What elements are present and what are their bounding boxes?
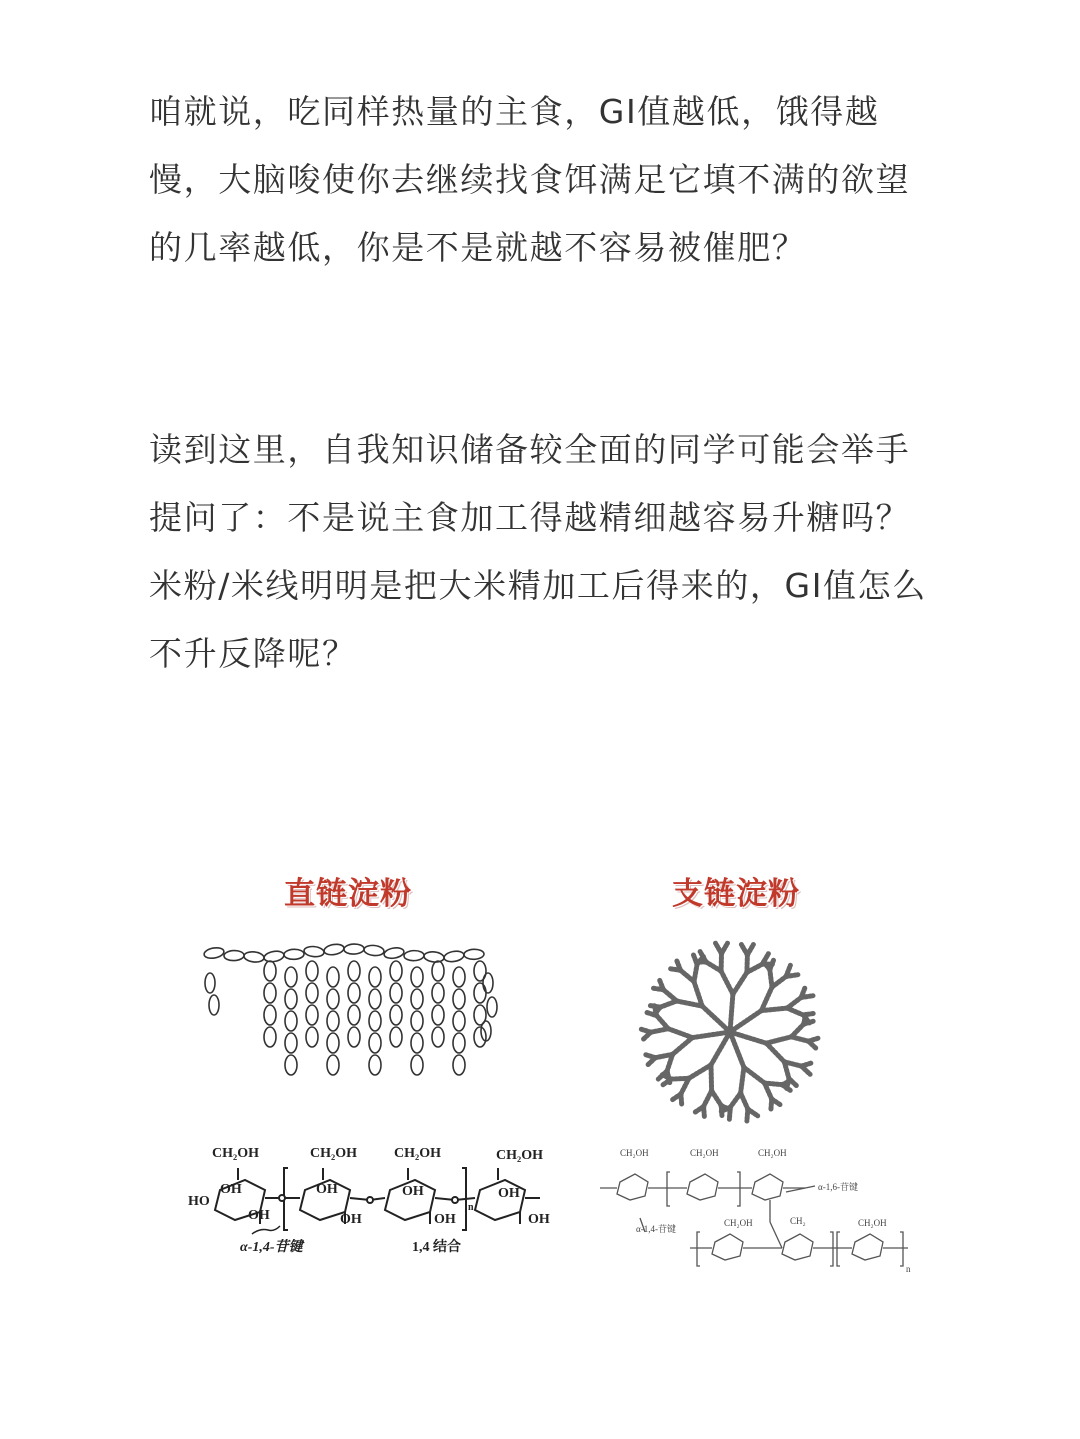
amylopectin-branch-bond-label: α-1,6-苷键 (818, 1182, 858, 1192)
amylose-bead (424, 951, 445, 963)
amylose-bead (327, 989, 339, 1009)
amylose-bead (390, 1027, 402, 1047)
amylose-title: 直链淀粉 (284, 876, 412, 912)
amylopectin-branch (730, 1093, 740, 1107)
amylopectin-formula-rings (590, 1152, 930, 1282)
amylose-bead (369, 989, 381, 1009)
paragraph-1: 咱就说，吃同样热量的主食，GI值越低，饿得越慢，大脑唆使你去继续找食饵满足它填不满的欲望的几率越低，你是不是就越不容易被催肥？ (149, 92, 911, 267)
amylopectin-branch (733, 972, 747, 994)
amylopectin-branch (692, 1032, 730, 1038)
amylopectin-branch (668, 1029, 692, 1038)
amylose-bead (404, 950, 424, 961)
amylopectin-branch (689, 1065, 711, 1078)
amylopectin-branch (730, 1011, 761, 1032)
amylopectin-branch (673, 1038, 693, 1055)
amylose-bead (411, 1011, 423, 1031)
amylose-oh-lower-2: OH (340, 1212, 362, 1227)
amylose-oh-lower-1: OH (248, 1208, 270, 1223)
amylopectin-branch (721, 971, 733, 994)
amylopectin-ch2oh-1: CH₂OH (620, 1148, 649, 1158)
amylose-ho: HO (188, 1194, 210, 1209)
amylose-bead (327, 1011, 339, 1031)
amylose-bead (464, 949, 484, 960)
amylose-bead (327, 967, 339, 987)
amylose-bead (443, 950, 464, 963)
amylopectin-title: 支链淀粉 (672, 876, 800, 912)
amylose-oh-ring-1: OH (220, 1182, 242, 1197)
amylose-bead (306, 961, 318, 981)
amylopectin-branch (657, 1016, 669, 1029)
amylose-bead (348, 1027, 360, 1047)
amylose-bead (369, 1011, 381, 1031)
amylose-ch2oh-1: CH₂OH (212, 1146, 259, 1161)
amylose-bead (244, 951, 265, 963)
amylopectin-branch (782, 1085, 792, 1092)
amylopectin-branch (649, 1005, 661, 1007)
amylose-bead (383, 946, 404, 959)
amylose-ch2oh-2: CH₂OH (310, 1146, 357, 1161)
amylopectin-branch (711, 1065, 712, 1091)
amylose-bead (487, 997, 497, 1017)
amylopectin-branch (730, 994, 733, 1032)
amylose-bead (285, 989, 297, 1009)
amylopectin-branch (704, 1091, 712, 1107)
amylose-oh-lower-3: OH (434, 1212, 456, 1227)
amylose-bead (411, 989, 423, 1009)
amylose-bead (285, 1033, 297, 1053)
amylopectin-branch (711, 1032, 730, 1065)
amylopectin-branch (761, 987, 772, 1011)
amylopectin-branch (761, 1008, 787, 1011)
amylose-bead (411, 1033, 423, 1053)
amylopectin-branch (772, 977, 786, 988)
amylose-bead (453, 967, 465, 987)
amylose-bead (411, 1055, 423, 1075)
amylose-bead (453, 1033, 465, 1053)
amylose-bead (304, 946, 325, 958)
amylopectin-ch2oh-5: CH₂OH (858, 1218, 887, 1228)
amylopectin-branch (791, 1037, 808, 1041)
amylopectin-ch2oh-4: CH₂OH (724, 1218, 753, 1228)
amylose-bead (203, 946, 224, 959)
amylopectin-branch (671, 1078, 689, 1079)
amylose-bead (224, 950, 244, 961)
amylopectin-branch (771, 1099, 772, 1111)
amylopectin-branch (801, 1066, 810, 1074)
amylopectin-branch (766, 1043, 784, 1062)
amylose-bead (453, 1011, 465, 1031)
amylose-bead (323, 943, 344, 956)
amylose-bead (369, 1055, 381, 1075)
amylose-bead (432, 961, 444, 981)
amylose-bead (264, 1027, 276, 1047)
amylopectin-ch2oh-3: CH₂OH (758, 1148, 787, 1158)
amylose-bead (306, 983, 318, 1003)
amylose-bead (348, 983, 360, 1003)
amylose-subscript-n: n (468, 1202, 474, 1213)
amylose-helix-illustration (200, 935, 500, 1075)
amylose-bead (306, 1005, 318, 1025)
amylopectin-chain-bond-label: α-1,4-苷键 (636, 1224, 676, 1234)
amylopectin-ch2oh-2: CH₂OH (690, 1148, 719, 1158)
amylose-bead (369, 1033, 381, 1053)
amylose-bead (453, 1055, 465, 1075)
amylose-bead (390, 1005, 402, 1025)
amylose-bond-label: α-1,4-苷键 (240, 1240, 303, 1255)
amylopectin-branch (741, 1067, 744, 1093)
amylose-bead (483, 973, 493, 993)
amylose-link-label: 1,4 结合 (412, 1240, 461, 1255)
amylopectin-branch (747, 945, 753, 955)
amylose-bead (209, 995, 219, 1015)
amylose-oh-lower-4: OH (528, 1212, 550, 1227)
amylose-bead (453, 989, 465, 1009)
amylose-bead (284, 949, 304, 960)
amylose-oh-ring-2: OH (316, 1182, 338, 1197)
amylose-bead (474, 983, 486, 1003)
starch-structure-figure (180, 860, 940, 1290)
amylopectin-branch (786, 975, 798, 977)
amylose-bead (390, 983, 402, 1003)
amylopectin-branch (770, 959, 774, 970)
amylopectin-branch (801, 996, 813, 998)
amylose-bead (432, 983, 444, 1003)
amylose-bead (327, 1055, 339, 1075)
amylopectin-branch (722, 943, 728, 953)
amylopectin-branch (766, 1037, 791, 1043)
amylose-bead (364, 944, 385, 956)
amylopectin-branch (640, 1029, 651, 1033)
amylose-bead (264, 961, 276, 981)
amylose-bead (264, 1005, 276, 1025)
amylopectin-subscript-n: n (906, 1264, 911, 1274)
amylose-bead (327, 1033, 339, 1053)
amylose-bead (344, 944, 364, 955)
amylose-bead (285, 1011, 297, 1031)
amylose-ch2oh-4: CH₂OH (496, 1148, 543, 1163)
amylose-bead (264, 983, 276, 1003)
amylose-bead (411, 967, 423, 987)
amylose-bead (306, 1027, 318, 1047)
amylose-oh-ring-3: OH (402, 1184, 424, 1199)
amylose-bead (285, 1055, 297, 1075)
amylopectin-branch (663, 990, 676, 1001)
amylose-bead (285, 967, 297, 987)
paragraph-2: 读到这里，自我知识储备较全面的同学可能会举手提问了：不是说主食加工得越精细越容易升糖吗？米粉/米线明明是把大米精加工后得来的，GI值怎么不升反降呢？ (149, 430, 927, 673)
amylopectin-branch-illustration (620, 922, 840, 1132)
amylopectin-branch (721, 1106, 722, 1118)
amylopectin-branch (808, 1041, 817, 1049)
amylopectin-ch2: CH₂ (790, 1216, 806, 1226)
amylose-bead (474, 1027, 486, 1047)
amylose-bead (390, 961, 402, 981)
amylopectin-branch (694, 964, 697, 981)
amylose-bead (432, 1005, 444, 1025)
amylose-bead (369, 967, 381, 987)
amylose-bead (205, 973, 215, 993)
amylose-oh-ring-4: OH (498, 1186, 520, 1201)
amylopectin-branch (644, 1054, 655, 1058)
amylose-ch2oh-3: CH₂OH (394, 1146, 441, 1161)
amylose-bead (348, 961, 360, 981)
amylose-bead (432, 1027, 444, 1047)
amylopectin-branch (787, 1008, 803, 1015)
amylopectin-branch (744, 1067, 765, 1083)
amylose-bead (263, 950, 284, 963)
amylopectin-branch (702, 1006, 730, 1032)
amylose-bead (348, 1005, 360, 1025)
amylopectin-branch (747, 1109, 748, 1121)
